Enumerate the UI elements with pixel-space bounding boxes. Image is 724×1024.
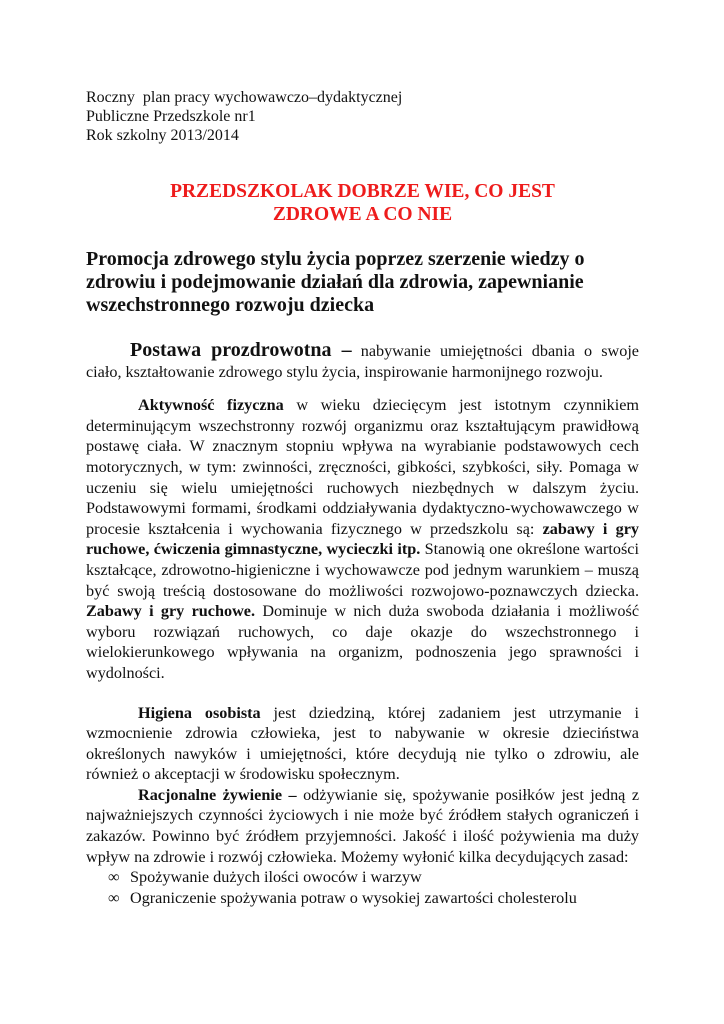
text-aktywnosc-1: w wieku dziecięcym jest istotnym czynnikiem determinującym wszechstronny rozwój organizmu oraz kształtującym prawidłową postawę ciała. W znacznym stopniu wpływa na wyrabianie podstawowych cech motorycznych, w tym: zwinności, zręczności, gibkości, szybkości, siły. Pomaga w uczeniu się wielu umiejętności ruchowych niezbędnych w dalszym życiu. Podstawowymi formami, środkami oddziaływania dydaktyczno-wychowawczego w procesie kształcenia i wychowania fizycznego w przedszkolu są:: [86, 396, 639, 538]
infinity-bullet-icon: ∞: [108, 868, 120, 887]
title-line-1: PRZEDSZKOLAK DOBRZE WIE, CO JEST: [170, 181, 555, 202]
term-higiena: Higiena osobista: [138, 703, 261, 722]
text-aktywnosc-2: Stanowią one określone wartości kształcące, zdrowotno-higieniczne i wychowawcze pod jednym warunkiem – muszą być swoją treścią dostosowane do możliwości rozwojowo-poznawczych dziecka.: [86, 540, 639, 600]
paragraph-zywienie: [86, 785, 639, 867]
list-item: [108, 888, 639, 909]
paragraph-higiena: [86, 703, 639, 785]
title-line-2: ZDROWE A CO NIE: [272, 204, 453, 225]
bold-forms: zabawy i gry ruchowe, ćwiczenia gimnastyczne, wycieczki itp.: [86, 519, 639, 559]
text-postawa: nabywanie umiejętności dbania o swoje ciało, kształtowanie zdrowego stylu życia, inspirowanie harmonijnego rozwoju.: [86, 342, 639, 381]
header-plan: Roczny plan pracy wychowawczo–dydaktycznej: [86, 89, 403, 106]
term-zywienie: Racjonalne żywienie –: [138, 785, 297, 804]
paragraph-aktywnosc: [86, 395, 639, 683]
infinity-bullet-icon: ∞: [108, 889, 120, 908]
document-title: [86, 180, 639, 226]
list-item-text: Spożywanie dużych ilości owoców i warzyw: [130, 868, 422, 887]
document-header: [86, 88, 639, 145]
text-aktywnosc-3: Dominuje w nich duża swoboda działania i możliwość wyboru rozwiązań ruchowych, co daje okazje do wszechstronnego i wielokierunkowego wpływania na organizm, podnoszenia jego sprawności i wydolności.: [86, 602, 640, 682]
header-school: Publiczne Przedszkole nr1: [86, 108, 256, 125]
text-higiena: jest dziedziną, której zadaniem jest utrzymanie i wzmocnienie zdrowia człowieka, jest to nabywanie w okresie dzieciństwa określonych nawyków i umiejętności, które decydują nie tylko o zdrowiu, ale również o akceptacji w środowisku społecznym.: [86, 703, 640, 784]
header-year: Rok szkolny 2013/2014: [86, 127, 239, 144]
section-heading: Promocja zdrowego stylu życia poprzez szerzenie wiedzy o zdrowiu i podejmowanie działań dla zdrowia, zapewnianie wszechstronnego rozwoju dziecka: [86, 248, 585, 316]
text-zywienie: odżywianie się, spożywanie posiłków jest jedną z najważniejszych czynności życiowych i nie może być źródłem stałych ograniczeń i zakazów. Powinno być źródłem przyjemności. Jakość i ilość pożywienia ma duży wpływ na zdrowie i rozwój człowieka. Możemy wyłonić kilka decydujących zasad:: [86, 785, 640, 866]
list-item-text: Ograniczenie spożywania potraw o wysokiej zawartości cholesterolu: [130, 889, 577, 908]
paragraph-postawa: [86, 340, 639, 382]
document-page: [86, 88, 639, 909]
bold-games: Zabawy i gry ruchowe.: [86, 602, 255, 621]
rules-list: [86, 867, 639, 909]
term-aktywnosc: Aktywność fizyczna: [138, 396, 284, 415]
list-item: [108, 867, 639, 888]
term-postawa: Postawa prozdrowotna –: [130, 339, 352, 361]
